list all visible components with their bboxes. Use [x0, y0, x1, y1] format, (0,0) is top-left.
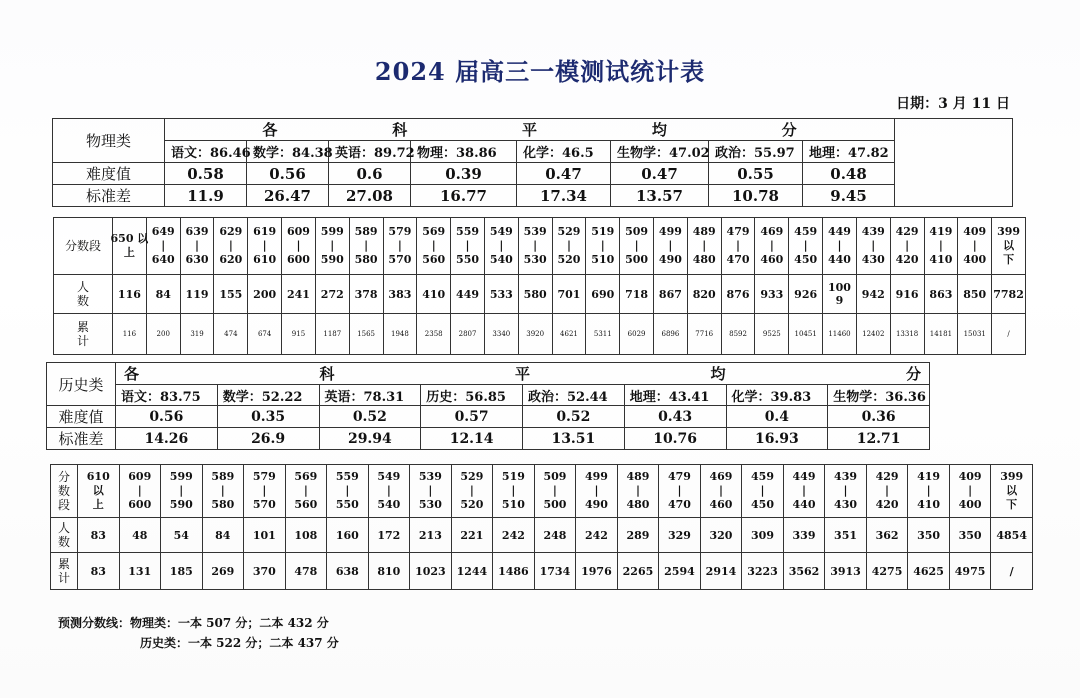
physics-score-range: 509 | 500 — [620, 218, 654, 275]
history-score-range: 519 | 510 — [493, 465, 535, 518]
history-subject-difficulty: 0.52 — [319, 406, 421, 428]
physics-cumulative-cell: 674 — [248, 314, 282, 355]
history-count-cell: 108 — [285, 518, 327, 553]
history-subject-avg: 历史：56.85 — [421, 385, 523, 406]
history-cumulative-cell: 2594 — [659, 553, 701, 590]
physics-subject-std: 10.78 — [709, 185, 803, 207]
history-count-cell: 221 — [451, 518, 493, 553]
prediction-line-history: 历史类：一本 522 分；二本 437 分 — [140, 636, 339, 650]
physics-score-range: 419 | 410 — [924, 218, 958, 275]
physics-range-label: 分数段 — [54, 218, 113, 275]
physics-score-range: 629 | 620 — [214, 218, 248, 275]
physics-score-range: 559 | 550 — [451, 218, 485, 275]
history-subject-avg: 生物学：36.36 — [828, 385, 930, 406]
physics-score-range: 569 | 560 — [417, 218, 451, 275]
physics-score-range: 609 | 600 — [282, 218, 316, 275]
physics-cumulative-cell: 7716 — [687, 314, 721, 355]
physics-count-cell: 718 — [620, 275, 654, 314]
history-cumulative-cell: 1486 — [493, 553, 535, 590]
physics-score-range: 399 以 下 — [992, 218, 1026, 275]
physics-count-cell: 863 — [924, 275, 958, 314]
physics-score-range: 459 | 450 — [789, 218, 823, 275]
history-subject-avg: 数学：52.22 — [217, 385, 319, 406]
history-score-range: 399 以 下 — [991, 465, 1033, 518]
physics-header-char: 科 — [392, 121, 408, 139]
history-score-range: 419 | 410 — [908, 465, 950, 518]
physics-cumulative-cell: 13318 — [890, 314, 924, 355]
physics-count-cell: 867 — [654, 275, 688, 314]
history-count-cell: 248 — [534, 518, 576, 553]
physics-cumulative-cell: 5311 — [586, 314, 620, 355]
history-cumulative-cell: 638 — [327, 553, 369, 590]
history-count-cell: 339 — [783, 518, 825, 553]
physics-subject-avg: 地理：47.82 — [803, 141, 895, 163]
physics-cumulative-cell: 1565 — [349, 314, 383, 355]
history-score-range: 479 | 470 — [659, 465, 701, 518]
physics-subject-difficulty: 0.56 — [247, 163, 329, 185]
physics-header-char: 分 — [781, 121, 797, 139]
history-cumulative-cell: 83 — [78, 553, 120, 590]
history-header-char: 各 — [124, 365, 140, 383]
physics-distribution-table — [53, 217, 1026, 355]
history-cumulative-cell: 370 — [244, 553, 286, 590]
history-score-range: 579 | 570 — [244, 465, 286, 518]
physics-count-cell: 820 — [687, 275, 721, 314]
history-score-range: 589 | 580 — [202, 465, 244, 518]
history-score-range: 610 以 上 — [78, 465, 120, 518]
history-score-range: 559 | 550 — [327, 465, 369, 518]
history-cumulative-cell: 269 — [202, 553, 244, 590]
history-subject-avg: 政治：52.44 — [523, 385, 625, 406]
history-subject-difficulty: 0.56 — [116, 406, 218, 428]
history-subject-difficulty: 0.36 — [828, 406, 930, 428]
history-category-label: 历史类 — [47, 363, 116, 406]
physics-cumulative-cell: 2807 — [451, 314, 485, 355]
history-score-range: 609 | 600 — [119, 465, 161, 518]
physics-cumulative-cell: 3920 — [518, 314, 552, 355]
history-cumulative-cell: 1244 — [451, 553, 493, 590]
history-subject-avg: 语文：83.75 — [116, 385, 218, 406]
history-count-cell: 172 — [368, 518, 410, 553]
history-difficulty-label: 难度值 — [47, 406, 116, 428]
history-subject-std: 12.71 — [828, 428, 930, 450]
physics-score-range: 449 | 440 — [823, 218, 857, 275]
history-cumulative-cell: 2265 — [617, 553, 659, 590]
history-count-cell: 213 — [410, 518, 452, 553]
physics-count-cell: 241 — [282, 275, 316, 314]
history-score-range: 429 | 420 — [866, 465, 908, 518]
date-label: 日期：3 月 11 日 — [896, 96, 1010, 112]
physics-cumulative-cell: 6896 — [654, 314, 688, 355]
history-cumulative-cell: 810 — [368, 553, 410, 590]
history-count-cell: 48 — [119, 518, 161, 553]
history-score-range: 459 | 450 — [742, 465, 784, 518]
history-subject-difficulty: 0.35 — [217, 406, 319, 428]
physics-subject-avg: 政治：55.97 — [709, 141, 803, 163]
history-cumulative-cell: / — [991, 553, 1033, 590]
history-subject-difficulty: 0.43 — [624, 406, 726, 428]
physics-count-label: 人 数 — [54, 275, 113, 314]
history-subject-avg: 英语：78.31 — [319, 385, 421, 406]
history-cumulative-label: 累 计 — [51, 553, 78, 590]
physics-count-cell: 916 — [890, 275, 924, 314]
physics-score-range: 529 | 520 — [552, 218, 586, 275]
physics-score-range: 469 | 460 — [755, 218, 789, 275]
history-count-cell: 4854 — [991, 518, 1033, 553]
physics-subject-difficulty: 0.58 — [165, 163, 247, 185]
prediction-line-physics: 预测分数线：物理类：一本 507 分；二本 432 分 — [58, 616, 329, 630]
history-count-cell: 329 — [659, 518, 701, 553]
history-count-cell: 160 — [327, 518, 369, 553]
physics-cumulative-cell: 9525 — [755, 314, 789, 355]
physics-count-cell: 933 — [755, 275, 789, 314]
physics-category-label: 物理类 — [53, 119, 165, 163]
physics-subject-difficulty: 0.48 — [803, 163, 895, 185]
physics-subject-avg: 数学：84.38 — [247, 141, 329, 163]
physics-subject-difficulty: 0.39 — [411, 163, 517, 185]
physics-cumulative-cell: 2358 — [417, 314, 451, 355]
history-subject-avg: 地理：43.41 — [624, 385, 726, 406]
physics-cumulative-cell: 10451 — [789, 314, 823, 355]
physics-count-cell: 690 — [586, 275, 620, 314]
physics-cumulative-cell: 915 — [282, 314, 316, 355]
physics-cumulative-cell: 474 — [214, 314, 248, 355]
physics-cumulative-cell: 116 — [113, 314, 147, 355]
physics-header-char: 各 — [262, 121, 278, 139]
physics-count-cell: 942 — [856, 275, 890, 314]
physics-score-range: 499 | 490 — [654, 218, 688, 275]
history-avg-header — [116, 363, 930, 385]
history-score-range: 539 | 530 — [410, 465, 452, 518]
history-score-range: 409 | 400 — [949, 465, 991, 518]
history-count-cell: 362 — [866, 518, 908, 553]
physics-cumulative-cell: 14181 — [924, 314, 958, 355]
physics-subject-std: 9.45 — [803, 185, 895, 207]
physics-cumulative-cell: / — [992, 314, 1026, 355]
history-score-range: 469 | 460 — [700, 465, 742, 518]
physics-score-range: 649 | 640 — [146, 218, 180, 275]
history-score-range: 489 | 480 — [617, 465, 659, 518]
history-subject-avg: 化学：39.83 — [726, 385, 828, 406]
history-count-cell: 320 — [700, 518, 742, 553]
physics-subject-std: 27.08 — [329, 185, 411, 207]
physics-subject-difficulty: 0.55 — [709, 163, 803, 185]
physics-cumulative-cell: 4621 — [552, 314, 586, 355]
history-subject-difficulty: 0.52 — [523, 406, 625, 428]
physics-cumulative-cell: 1948 — [383, 314, 417, 355]
history-cumulative-cell: 2914 — [700, 553, 742, 590]
physics-subject-std: 26.47 — [247, 185, 329, 207]
physics-score-range: 579 | 570 — [383, 218, 417, 275]
history-score-range: 569 | 560 — [285, 465, 327, 518]
physics-count-cell: 378 — [349, 275, 383, 314]
history-summary-table — [46, 362, 930, 450]
history-count-cell: 242 — [576, 518, 618, 553]
physics-cumulative-cell: 1187 — [315, 314, 349, 355]
physics-cumulative-cell: 11460 — [823, 314, 857, 355]
history-cumulative-cell: 4625 — [908, 553, 950, 590]
history-distribution-table — [50, 464, 1033, 590]
history-cumulative-cell: 1976 — [576, 553, 618, 590]
history-subject-std: 29.94 — [319, 428, 421, 450]
physics-avg-header — [165, 119, 895, 141]
history-score-range: 529 | 520 — [451, 465, 493, 518]
physics-score-range: 439 | 430 — [856, 218, 890, 275]
physics-cumulative-cell: 15031 — [958, 314, 992, 355]
physics-count-cell: 580 — [518, 275, 552, 314]
history-cumulative-cell: 3562 — [783, 553, 825, 590]
history-subject-std: 16.93 — [726, 428, 828, 450]
history-score-range: 499 | 490 — [576, 465, 618, 518]
history-subject-difficulty: 0.57 — [421, 406, 523, 428]
history-score-range: 509 | 500 — [534, 465, 576, 518]
history-cumulative-cell: 131 — [119, 553, 161, 590]
physics-score-range: 639 | 630 — [180, 218, 214, 275]
physics-count-cell: 272 — [315, 275, 349, 314]
physics-subject-avg: 生物学：47.02 — [611, 141, 709, 163]
physics-summary-table — [52, 118, 1013, 207]
physics-header-char: 平 — [522, 121, 538, 139]
history-count-cell: 54 — [161, 518, 203, 553]
history-cumulative-cell: 3223 — [742, 553, 784, 590]
physics-count-cell: 850 — [958, 275, 992, 314]
physics-cumulative-cell: 3340 — [484, 314, 518, 355]
history-range-label: 分 数 段 — [51, 465, 78, 518]
history-subject-std: 12.14 — [421, 428, 523, 450]
physics-count-cell: 533 — [484, 275, 518, 314]
history-count-cell: 242 — [493, 518, 535, 553]
physics-cumulative-cell: 319 — [180, 314, 214, 355]
history-cumulative-cell: 3913 — [825, 553, 867, 590]
history-subject-std: 26.9 — [217, 428, 319, 450]
history-header-char: 均 — [710, 365, 726, 383]
history-cumulative-cell: 4975 — [949, 553, 991, 590]
history-subject-std: 13.51 — [523, 428, 625, 450]
history-count-cell: 351 — [825, 518, 867, 553]
physics-count-cell: 876 — [721, 275, 755, 314]
physics-score-range: 479 | 470 — [721, 218, 755, 275]
physics-subject-std: 16.77 — [411, 185, 517, 207]
history-count-cell: 350 — [908, 518, 950, 553]
history-subject-difficulty: 0.4 — [726, 406, 828, 428]
history-count-cell: 289 — [617, 518, 659, 553]
physics-count-cell: 7782 — [992, 275, 1026, 314]
history-subject-std: 10.76 — [624, 428, 726, 450]
history-count-label: 人 数 — [51, 518, 78, 553]
physics-count-cell: 84 — [146, 275, 180, 314]
physics-subject-std: 17.34 — [517, 185, 611, 207]
physics-score-range: 619 | 610 — [248, 218, 282, 275]
history-count-cell: 309 — [742, 518, 784, 553]
history-count-cell: 350 — [949, 518, 991, 553]
physics-cumulative-cell: 8592 — [721, 314, 755, 355]
physics-score-range: 409 | 400 — [958, 218, 992, 275]
physics-score-range: 519 | 510 — [586, 218, 620, 275]
page-title: 2024 届高三一模测试统计表 — [374, 57, 706, 86]
physics-count-cell: 116 — [113, 275, 147, 314]
history-score-range: 449 | 440 — [783, 465, 825, 518]
physics-subject-std: 13.57 — [611, 185, 709, 207]
history-cumulative-cell: 4275 — [866, 553, 908, 590]
physics-count-cell: 449 — [451, 275, 485, 314]
physics-cumulative-cell: 12402 — [856, 314, 890, 355]
history-std-label: 标准差 — [47, 428, 116, 450]
history-header-char: 分 — [905, 365, 921, 383]
physics-cumulative-cell: 6029 — [620, 314, 654, 355]
physics-score-range: 489 | 480 — [687, 218, 721, 275]
physics-subject-avg: 语文：86.46 — [165, 141, 247, 163]
history-score-range: 439 | 430 — [825, 465, 867, 518]
physics-subject-difficulty: 0.47 — [611, 163, 709, 185]
history-cumulative-cell: 185 — [161, 553, 203, 590]
physics-subject-avg: 物理：38.86 — [411, 141, 517, 163]
physics-header-char: 均 — [651, 121, 667, 139]
physics-subject-std: 11.9 — [165, 185, 247, 207]
physics-cumulative-label: 累 计 — [54, 314, 113, 355]
physics-std-label: 标准差 — [53, 185, 165, 207]
physics-count-cell: 701 — [552, 275, 586, 314]
history-subject-std: 14.26 — [116, 428, 218, 450]
physics-count-cell: 410 — [417, 275, 451, 314]
history-score-range: 549 | 540 — [368, 465, 410, 518]
physics-count-cell: 119 — [180, 275, 214, 314]
history-header-char: 平 — [514, 365, 530, 383]
history-count-cell: 83 — [78, 518, 120, 553]
physics-subject-avg: 英语：89.72 — [329, 141, 411, 163]
physics-count-cell: 100 9 — [823, 275, 857, 314]
history-cumulative-cell: 478 — [285, 553, 327, 590]
physics-score-range: 549 | 540 — [484, 218, 518, 275]
physics-score-range: 650 以 上 — [113, 218, 147, 275]
physics-count-cell: 383 — [383, 275, 417, 314]
physics-score-range: 429 | 420 — [890, 218, 924, 275]
physics-score-range: 539 | 530 — [518, 218, 552, 275]
physics-difficulty-label: 难度值 — [53, 163, 165, 185]
physics-empty-cell — [895, 119, 1013, 207]
history-count-cell: 84 — [202, 518, 244, 553]
history-count-cell: 101 — [244, 518, 286, 553]
history-score-range: 599 | 590 — [161, 465, 203, 518]
history-cumulative-cell: 1023 — [410, 553, 452, 590]
physics-subject-avg: 化学：46.5 — [517, 141, 611, 163]
physics-score-range: 599 | 590 — [315, 218, 349, 275]
history-header-char: 科 — [319, 365, 335, 383]
physics-subject-difficulty: 0.6 — [329, 163, 411, 185]
history-cumulative-cell: 1734 — [534, 553, 576, 590]
physics-count-cell: 926 — [789, 275, 823, 314]
physics-score-range: 589 | 580 — [349, 218, 383, 275]
physics-count-cell: 200 — [248, 275, 282, 314]
physics-count-cell: 155 — [214, 275, 248, 314]
physics-subject-difficulty: 0.47 — [517, 163, 611, 185]
physics-cumulative-cell: 200 — [146, 314, 180, 355]
